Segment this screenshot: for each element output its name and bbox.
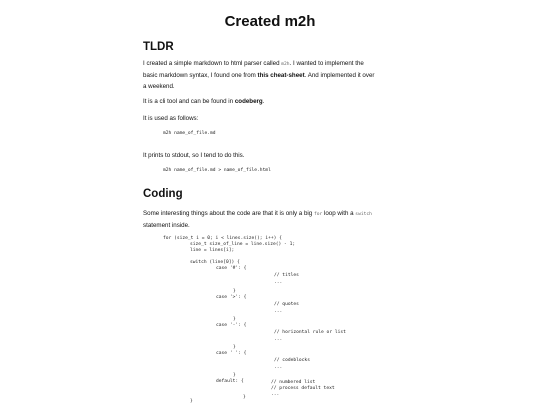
code-line: case '-': { [216,323,247,328]
code-line: } [233,317,236,322]
code-line: // process default text [271,386,335,391]
section-heading-coding: Coding [143,188,183,200]
code-line: // numbered list [271,380,316,385]
coding-p1-text-a: Some interesting things about the code are that it is only a big [143,210,314,217]
code-line: size_t size_of_line = line.size() - 1; [190,242,296,247]
code-block-redirect: m2h name_of_file.md > name_of_file.html [163,168,271,173]
code-line: for (size_t i = 0; i < lines.size(); i++) { [163,236,282,241]
code-line: // codeblocks [274,358,310,363]
coding-paragraph-intro [143,208,405,231]
code-line: } [233,289,236,294]
code-line: } [233,373,236,378]
coding-p1-text-c: statement inside. [143,222,190,229]
code-line: // titles [274,273,299,278]
code-line: } [243,395,246,400]
code-line: ... [274,337,283,342]
code-line: } [190,399,193,404]
tldr-p2-text-b: . [262,98,265,105]
tldr-p1-text-b: . I wanted to implement the [289,60,364,67]
code-line: line = lines[i]; [190,248,235,253]
tldr-paragraph-usage: It is used as follows: [143,115,199,122]
code-line: ... [274,365,283,370]
tldr-paragraph-intro [143,58,405,92]
code-line: ... [271,392,280,397]
tldr-paragraph-stdout: It prints to stdout, so I tend to do this. [143,152,245,159]
tldr-paragraph-cli [143,96,405,107]
tldr-p1-text-c: basic markdown syntax, I found one from [143,72,258,79]
code-line: default: { [216,379,244,384]
tldr-p1-text-d: . And implemented it over [304,72,375,79]
code-line: switch (line[0]) { [190,260,240,265]
coding-p1-text-b: loop with a [322,210,356,217]
inline-code-m2h: m2h [281,62,290,67]
tldr-p1-text-a: I created a simple markdown to html parser called [143,60,282,67]
inline-code-for: for [313,212,323,217]
tldr-p2-text-a: It is a cli tool and can be found in [143,98,235,105]
code-line: ... [274,309,283,314]
code-line: case '>': { [216,295,247,300]
code-line: // quotes [274,302,299,307]
cheat-sheet-link[interactable]: this cheat-sheet [257,72,305,79]
code-line: ... [274,280,283,285]
codeberg-link[interactable]: codeberg [234,98,263,105]
code-line: case ' ': { [216,351,247,356]
page-title: Created m2h [224,13,316,30]
code-line: // horizontal rule or list [274,330,346,335]
section-heading-tldr: TLDR [143,41,174,53]
code-line: case '#': { [216,266,247,271]
code-line: } [233,345,236,350]
tldr-p1-text-e: a weekend. [143,83,175,90]
code-block-usage: m2h name_of_file.md [163,131,216,136]
inline-code-switch: switch [355,212,372,217]
